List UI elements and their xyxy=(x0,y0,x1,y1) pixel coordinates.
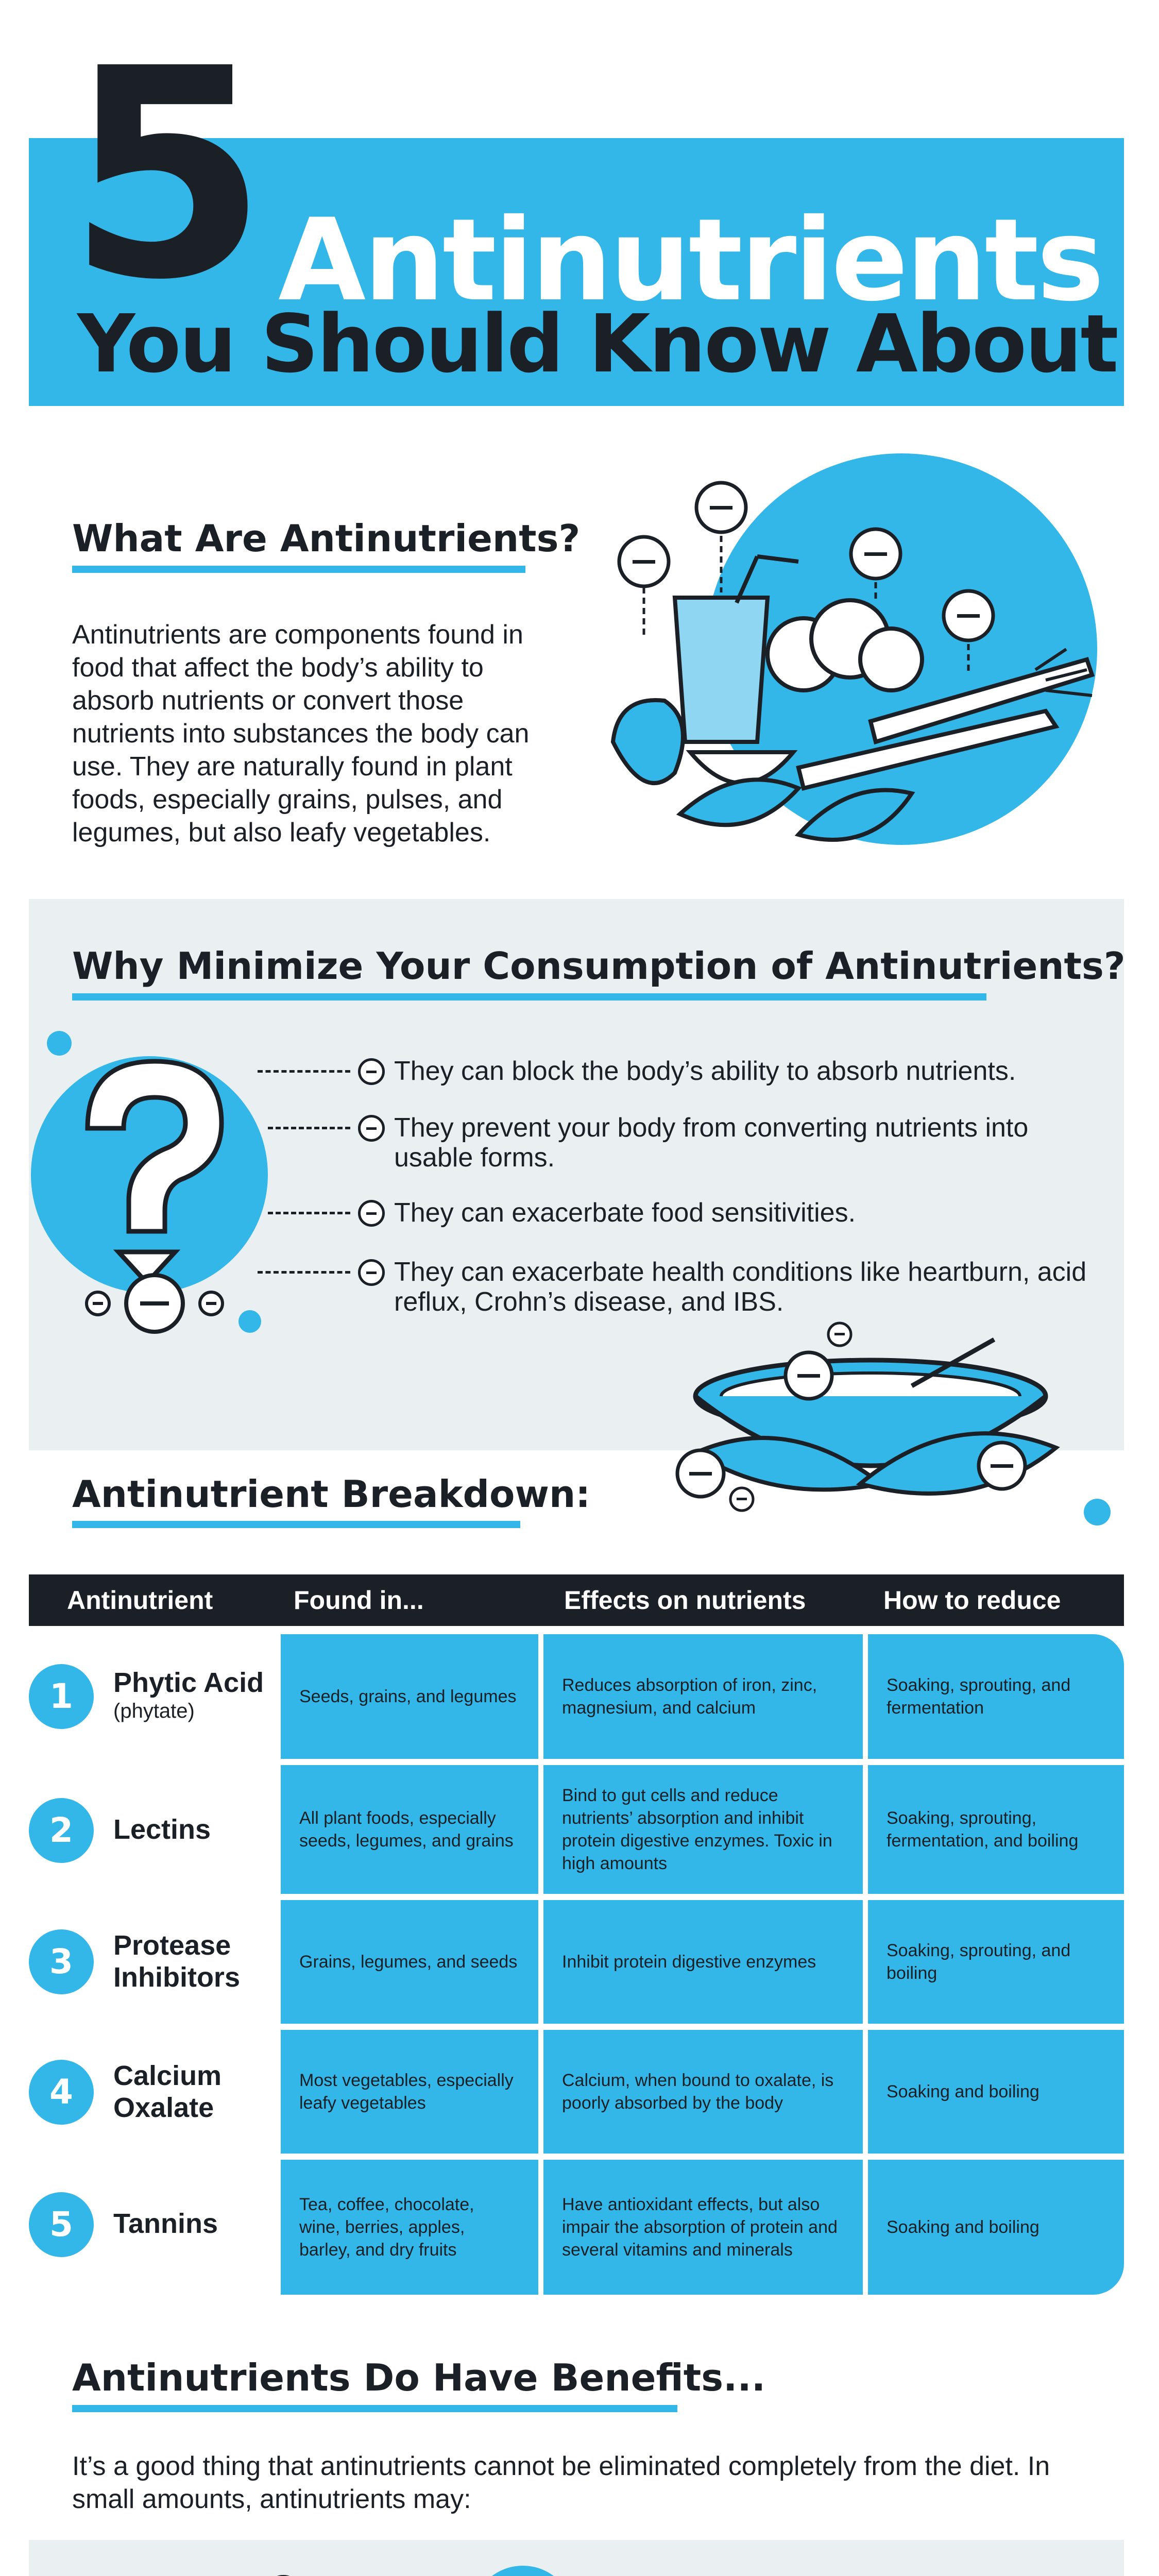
antinutrient-title: Protease Inhibitors xyxy=(113,1930,240,1993)
minus-icon xyxy=(358,1115,385,1142)
benefits-heading: Antinutrients Do Have Benefits... xyxy=(72,2356,766,2399)
title-number: 5 xyxy=(67,7,268,343)
antinutrient-name xyxy=(113,2060,278,2124)
antinutrient-name xyxy=(113,1929,278,1993)
reason-1: They can block the body’s ability to absorb nutrients. xyxy=(394,1056,1016,1086)
table-cell: Have antioxidant effects, but also impair the absorption of protein and several vitamins and minerals xyxy=(543,2160,863,2295)
reason-4: They can exacerbate health conditions like heartburn, acid reflux, Crohn’s disease, and IBS. xyxy=(394,1257,1087,1317)
table-cell: Bind to gut cells and reduce nutrients’ absorption and inhibit protein digestive enzymes. Toxic in high amounts xyxy=(543,1765,863,1894)
what-heading-underline xyxy=(72,566,525,573)
human-body-illustration xyxy=(62,2563,412,2576)
antinutrient-title: Lectins xyxy=(113,1814,211,1845)
bowl-illustration xyxy=(664,1319,1128,1535)
title-line-1: Antinutrients xyxy=(278,194,1102,326)
table-cell: All plant foods, especially seeds, legumes, and grains xyxy=(281,1765,538,1894)
drops-icon xyxy=(471,2566,574,2576)
minus-icon xyxy=(358,1259,385,1286)
breakdown-heading: Antinutrient Breakdown: xyxy=(72,1472,591,1516)
what-heading: What Are Antinutrients? xyxy=(72,517,581,560)
row-number: 2 xyxy=(29,1798,94,1863)
table-cell: Calcium, when bound to oxalate, is poorly absorbed by the body xyxy=(543,2030,863,2154)
row-number: 4 xyxy=(29,2060,94,2125)
antinutrient-name xyxy=(113,2208,278,2240)
table-cell: Grains, legumes, and seeds xyxy=(281,1900,538,2024)
antinutrient-name xyxy=(113,1667,278,1723)
minus-icon xyxy=(358,1200,385,1227)
antinutrient-title: Calcium Oxalate xyxy=(113,2060,222,2123)
reason-2: They prevent your body from converting nutrients into usable forms. xyxy=(394,1113,1029,1173)
row-number: 5 xyxy=(29,2192,94,2257)
row-number: 3 xyxy=(29,1929,94,1994)
table-cell: Most vegetables, especially leafy vegetables xyxy=(281,2030,538,2154)
reason-3: They can exacerbate food sensitivities. xyxy=(394,1198,856,1228)
why-heading-underline xyxy=(72,993,986,1001)
column-antinutrient: Antinutrient xyxy=(67,1586,213,1615)
food-illustration xyxy=(582,453,1107,866)
antinutrient-title: Phytic Acid xyxy=(113,1667,264,1698)
column-how-to-reduce: How to reduce xyxy=(883,1586,1061,1615)
antinutrient-subtitle: (phytate) xyxy=(113,1700,195,1722)
antinutrient-name xyxy=(113,1814,278,1845)
why-heading: Why Minimize Your Consumption of Antinutrients? xyxy=(72,944,1126,988)
column-found-in: Found in... xyxy=(294,1586,424,1615)
table-cell: Reduces absorption of iron, zinc, magnesium, and calcium xyxy=(543,1634,863,1759)
table-cell: Soaking, sprouting, and fermentation xyxy=(868,1634,1124,1759)
what-body: Antinutrients are components found in food that affect the body’s ability to absorb nutrients or convert those nutrients into substances the body can use. They are naturally found in plant foods, especially grains, pulses, and legumes, but also leafy vegetables. xyxy=(72,620,530,848)
row-number: 1 xyxy=(29,1664,94,1729)
column-effects: Effects on nutrients xyxy=(564,1586,806,1615)
table-cell: Tea, coffee, chocolate, wine, berries, apples, barley, and dry fruits xyxy=(281,2160,538,2295)
table-cell: Soaking, sprouting, fermentation, and boiling xyxy=(868,1765,1124,1894)
table-cell: Soaking, sprouting, and boiling xyxy=(868,1900,1124,2024)
question-mark-illustration xyxy=(31,1025,278,1345)
table-cell: Inhibit protein digestive enzymes xyxy=(543,1900,863,2024)
breakdown-heading-underline xyxy=(72,1521,520,1528)
benefits-heading-underline xyxy=(72,2405,677,2412)
antinutrient-title: Tannins xyxy=(113,2208,218,2239)
table-cell: Soaking and boiling xyxy=(868,2030,1124,2154)
minus-icon xyxy=(358,1058,385,1085)
table-cell: Seeds, grains, and legumes xyxy=(281,1634,538,1759)
table-cell: Soaking and boiling xyxy=(868,2160,1124,2295)
benefits-intro: It’s a good thing that antinutrients cannot be eliminated completely from the diet. In small amounts, antinutrients may: xyxy=(72,2451,1050,2514)
title-line-2: You Should Know About xyxy=(77,297,1117,391)
